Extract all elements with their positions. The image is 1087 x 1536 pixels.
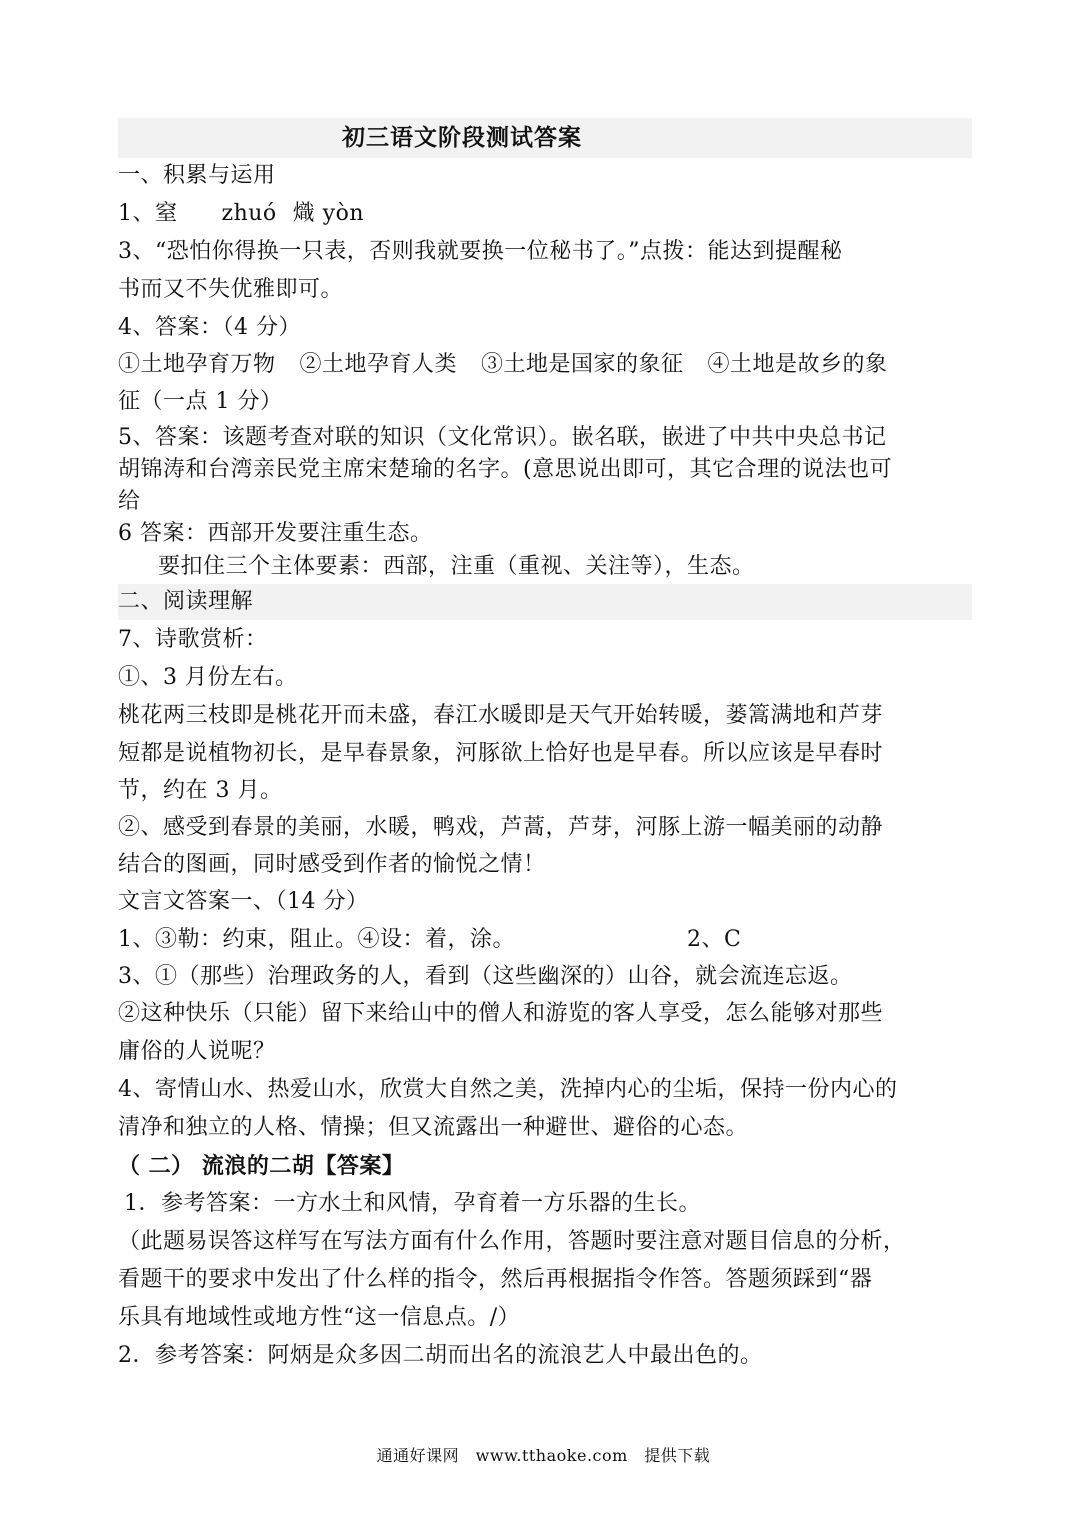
answer-line: 书而又不失优雅即可。	[118, 277, 344, 302]
answer-line: 胡锦涛和台湾亲民党主席宋楚瑜的名字。(意思说出即可，其它合理的说法也可	[118, 457, 893, 482]
answer-line: 清净和独立的人格、情操；但又流露出一种避世、避俗的心态。	[118, 1115, 749, 1140]
answer-line: 7、诗歌赏析：	[118, 627, 268, 652]
pinyin-1: zhuó	[221, 201, 277, 226]
answer-line: ②、感受到春景的美丽，水暖，鸭戏，芦蒿，芦芽，河豚上游一幅美丽的动静	[118, 815, 884, 840]
answer-point-2: ②土地孕育人类	[299, 352, 458, 377]
answer-line: 庸俗的人说呢？	[118, 1039, 276, 1064]
answer-point-3: ③土地是国家的象征	[481, 352, 684, 377]
section-heading-2: 二、阅读理解	[118, 584, 972, 620]
answer-line: 3、“恐怕你得换一只表，否则我就要换一位秘书了。”点拨：能达到提醒秘	[118, 239, 843, 264]
answer-line: 6 答案：西部开发要注重生态。	[118, 521, 433, 546]
answer-line: 桃花两三枝即是桃花开而未盛，春江水暖即是天气开始转暖，蒌篙满地和芦芽	[118, 703, 884, 728]
answer-line: 要扣住三个主体要素：西部，注重（重视、关注等），生态。	[158, 554, 755, 579]
answer-line: 节，约在 3 月。	[118, 778, 283, 803]
answer-line: 短都是说植物初长，是早春景象，河豚欲上恰好也是早春。所以应该是早春时	[118, 741, 884, 766]
answer-line: 文言文答案一、（14 分）	[118, 889, 369, 914]
answer-line: 征（一点 1 分）	[118, 389, 283, 414]
page-title: 初三语文阶段测试答案	[342, 124, 582, 151]
answer-line: 看题干的要求中发出了什么样的指令，然后再根据指令作答。答题须踩到“器	[118, 1267, 873, 1292]
answer-line	[118, 922, 972, 958]
answer-line: 3、①（那些）治理政务的人，看到（这些幽深的）山谷，就会流连忘返。	[118, 964, 853, 989]
answer-line: 结合的图画，同时感受到作者的愉悦之情！	[118, 852, 546, 877]
footer-text: 通通好课网 www.tthaoke.com 提供下载	[376, 1446, 711, 1465]
section-heading-1: 一、积累与运用	[118, 163, 276, 188]
answer-line: 5、答案：该题考查对联的知识（文化常识）。嵌名联，嵌进了中共中央总书记	[118, 425, 887, 450]
answer-item: 2、C	[687, 927, 742, 952]
section-heading-3: （ 二） 流浪的二胡【答案】	[118, 1153, 405, 1179]
answer-line: 2．参考答案：阿炳是众多因二胡而出名的流浪艺人中最出色的。	[118, 1343, 763, 1368]
answer-item-1: 1、窒	[118, 201, 178, 226]
answer-line	[118, 196, 972, 232]
title-bar	[118, 118, 972, 158]
answer-line: ②这种快乐（只能）留下来给山中的僧人和游览的客人享受，怎么能够对那些	[118, 1001, 884, 1026]
answer-line: 乐具有地域性或地方性“这一信息点。/）	[118, 1305, 521, 1330]
answer-line: 4、答案：（4 分）	[118, 315, 301, 340]
answer-line: ①、3 月份左右。	[118, 665, 298, 690]
answer-line: （此题易误答这样写在写法方面有什么作用，答题时要注意对题目信息的分析，	[118, 1229, 906, 1254]
answer-line: 1．参考答案：一方水土和风情，孕育着一方乐器的生长。	[124, 1191, 701, 1216]
pinyin-2: 熾 yòn	[292, 201, 365, 226]
answer-point-4: ④土地是故乡的象	[707, 352, 888, 377]
answer-line: 4、寄情山水、热爱山水，欣赏大自然之美，洗掉内心的尘垢，保持一份内心的	[118, 1077, 898, 1102]
answer-item: 1、③勒：约束，阻止。④设：着，涂。	[118, 927, 515, 952]
answer-point-1: ①土地孕育万物	[118, 352, 276, 377]
answer-line: 给	[118, 489, 141, 514]
answer-line	[118, 347, 972, 383]
